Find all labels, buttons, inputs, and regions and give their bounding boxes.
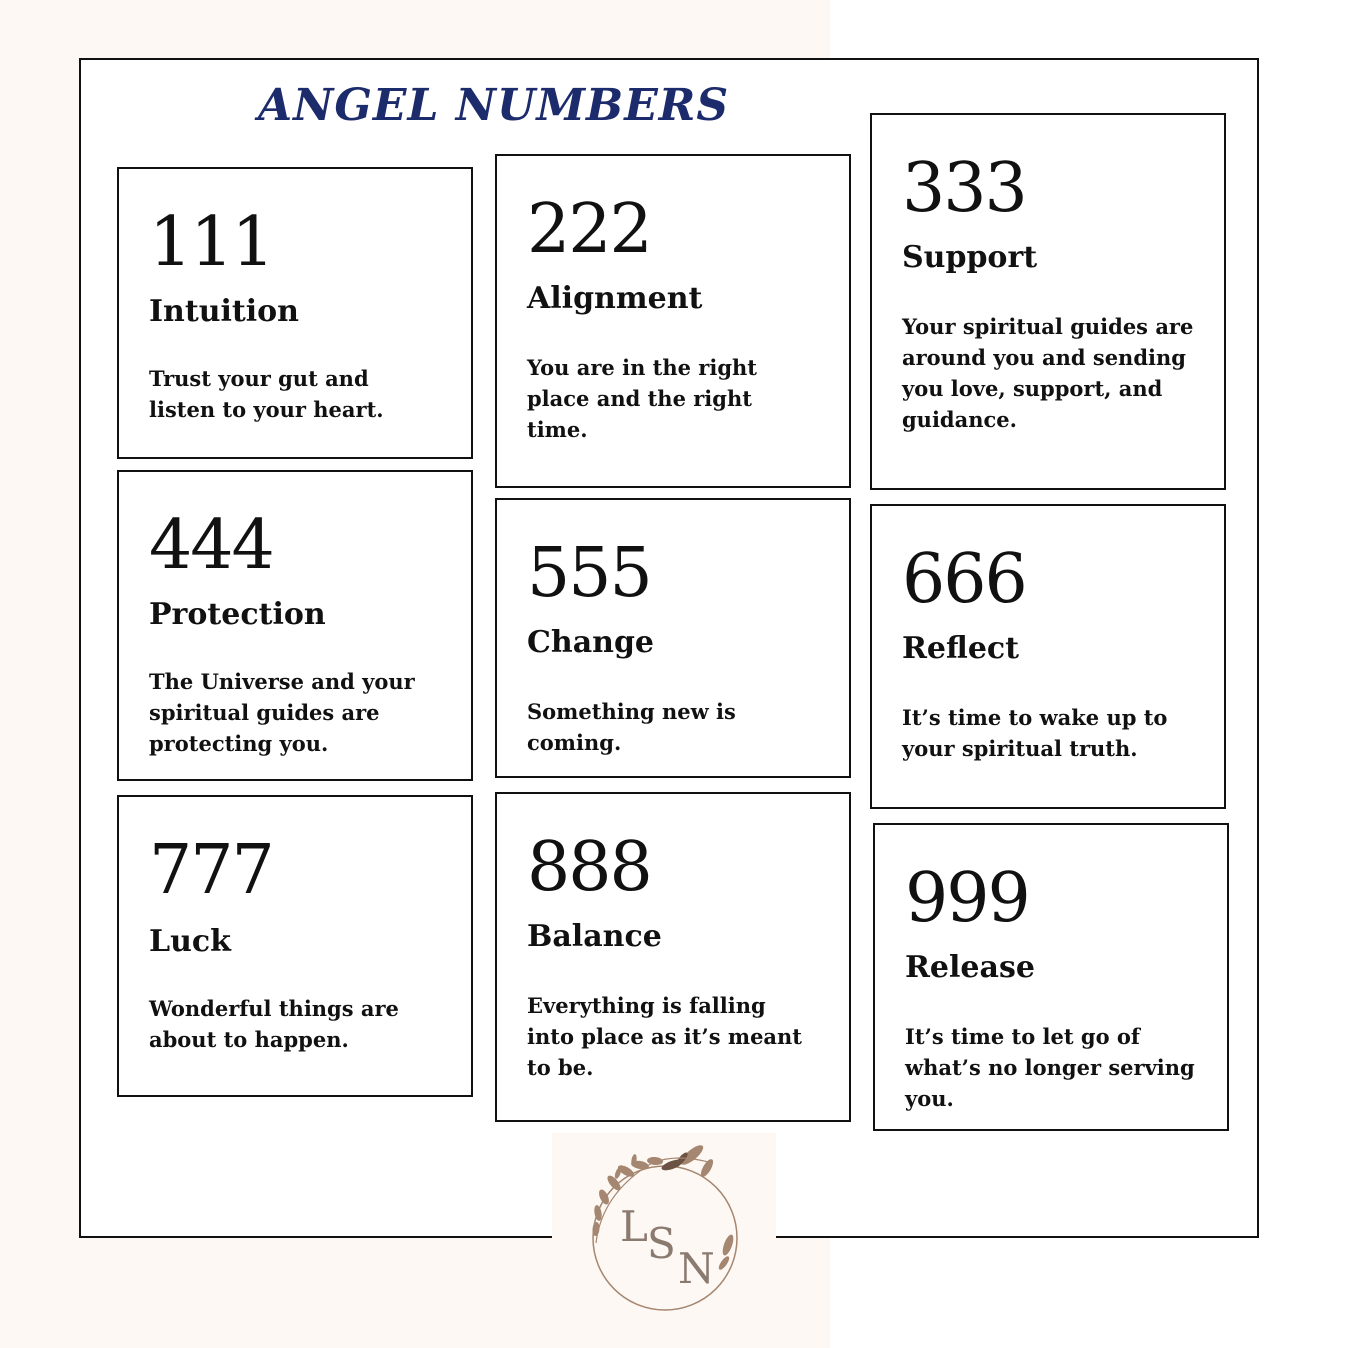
card-888 (495, 792, 851, 1122)
angel-number: 444 (149, 506, 273, 585)
angel-meaning-text: Something new is coming. (527, 699, 736, 755)
page-title: ANGEL NUMBERS (258, 80, 730, 131)
logo-letter-n: N (678, 1244, 715, 1293)
angel-meaning-title: Reflect (902, 631, 1020, 666)
angel-meaning-title: Luck (149, 924, 231, 959)
angel-meaning-title: Protection (149, 597, 326, 632)
angel-number: 666 (902, 540, 1026, 619)
angel-meaning-text: Your spiritual guides are around you and sending you love, support, and guidance. (902, 314, 1194, 432)
angel-meaning-title: Intuition (149, 294, 299, 329)
angel-meaning-text: Trust your gut and listen to your heart. (149, 366, 384, 422)
card-222 (495, 154, 851, 488)
angel-number: 111 (149, 203, 273, 282)
logo-letter-s: S (647, 1219, 676, 1268)
angel-meaning-text: Everything is falling into place as it’s meant to be. (527, 993, 803, 1080)
angel-meaning-text: Wonderful things are about to happen. (149, 996, 399, 1052)
wreath-logo-icon (552, 1133, 776, 1348)
angel-number: 999 (905, 859, 1029, 938)
angel-number: 555 (527, 534, 651, 613)
angel-number: 888 (527, 828, 651, 907)
angel-meaning-text: You are in the right place and the right time. (527, 355, 757, 442)
card-111 (117, 167, 473, 459)
card-444 (117, 470, 473, 781)
angel-meaning-text: It’s time to wake up to your spiritual truth. (902, 705, 1168, 761)
logo-letter-l: L (620, 1202, 648, 1251)
angel-meaning-text: The Universe and your spiritual guides are protecting you. (149, 669, 415, 756)
card-555 (495, 498, 851, 778)
angel-meaning-title: Release (905, 950, 1035, 985)
angel-number: 777 (149, 831, 273, 910)
angel-meaning-text: It’s time to let go of what’s no longer serving you. (905, 1024, 1195, 1111)
angel-meaning-title: Balance (527, 919, 662, 954)
angel-number: 333 (902, 149, 1026, 228)
angel-meaning-title: Change (527, 625, 655, 660)
brand-logo (552, 1133, 776, 1348)
card-999 (873, 823, 1229, 1131)
angel-number: 222 (527, 190, 651, 269)
angel-meaning-title: Support (902, 240, 1038, 275)
card-333 (870, 113, 1226, 490)
card-666 (870, 504, 1226, 809)
angel-meaning-title: Alignment (527, 281, 703, 316)
card-777 (117, 795, 473, 1097)
